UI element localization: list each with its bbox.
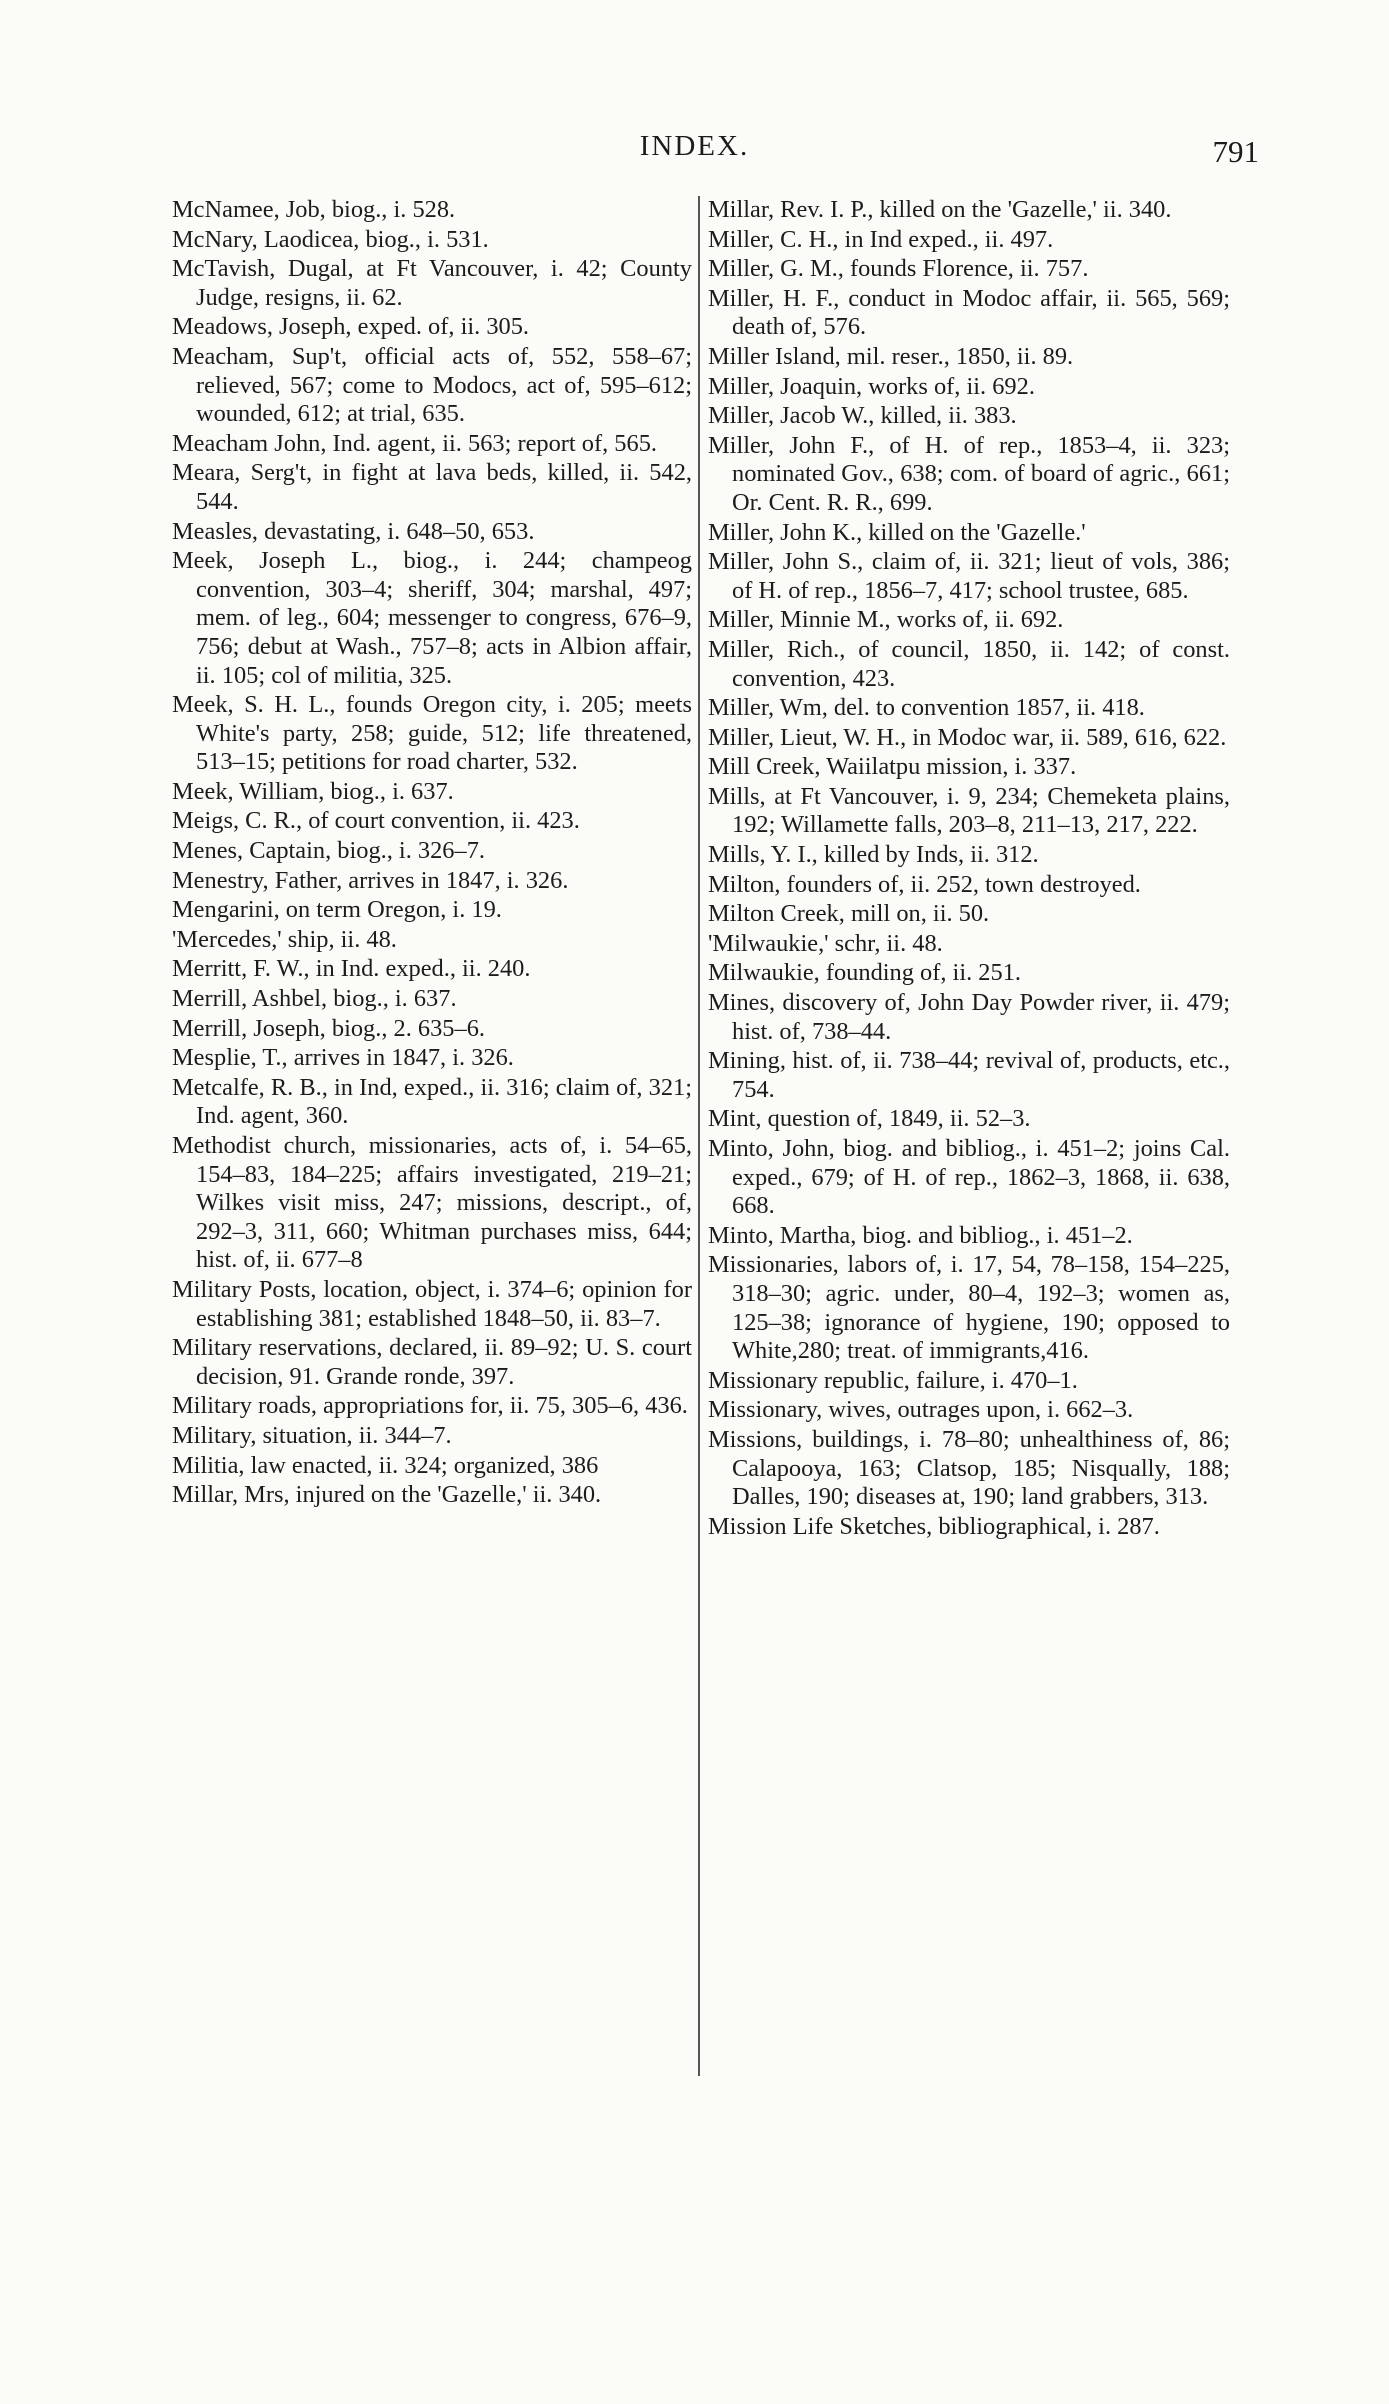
index-entry: Miller, Joaquin, works of, ii. 692. (708, 372, 1035, 400)
index-entry: Militia, law enacted, ii. 324; organized, 386 (172, 1451, 599, 1479)
index-entry: Mengarini, on term Oregon, i. 19. (172, 896, 502, 924)
index-entry: Mission Life Sketches, bibliographical, i. 287. (708, 1512, 1160, 1540)
index-entry: Metcalfe, R. B., in Ind, exped., ii. 316; claim of, 321; Ind. agent, 360. (172, 1073, 692, 1130)
index-entry: Missionary republic, failure, i. 470–1. (708, 1366, 1078, 1394)
index-entry: Meacham, Sup't, official acts of, 552, 558–67; relieved, 567; come to Modocs, act of, 595–612; wounded, 612; at trial, 635. (172, 342, 692, 428)
index-entry: Milwaukie, founding of, ii. 251. (708, 959, 1021, 987)
index-entry: Millar, Mrs, injured on the 'Gazelle,' ii. 340. (172, 1481, 602, 1509)
left-index-column (172, 196, 692, 1511)
index-entry: Millar, Rev. I. P., killed on the 'Gazelle,' ii. 340. (708, 196, 1172, 223)
index-entry: Miller, John F., of H. of rep., 1853–4, ii. 323; nominated Gov., 638; com. of board of agric., 661; Or. Cent. R. R., 699. (708, 431, 1230, 516)
index-entry: Milton Creek, mill on, ii. 50. (708, 900, 990, 928)
index-entry: Menestry, Father, arrives in 1847, i. 326. (172, 866, 569, 894)
index-entry: Mint, question of, 1849, ii. 52–3. (708, 1105, 1031, 1133)
index-entry: Meek, Joseph L., biog., i. 244; champeog convention, 303–4; sheriff, 304; marshal, 497; mem. of leg., 604; messenger to congress, 676–9, 756; debut at Wash., 757–8; acts in Albion affair, ii. 105; col of militia, 325. (172, 547, 692, 689)
index-entry: Mining, hist. of, ii. 738–44; revival of, products, etc., 754. (708, 1047, 1230, 1103)
column-divider (698, 196, 700, 2076)
index-entry: Mines, discovery of, John Day Powder river, ii. 479; hist. of, 738–44. (708, 989, 1230, 1045)
index-entry: Miller, C. H., in Ind exped., ii. 497. (708, 225, 1054, 253)
index-entry: Miller, Rich., of council, 1850, ii. 142; of const. convention, 423. (708, 635, 1230, 692)
index-entry: Methodist church, missionaries, acts of, i. 54–65, 154–83, 184–225; affairs investigated, 219–21; Wilkes visit miss, 247; missions, descript., of, 292–3, 311, 660; Whitman purchases miss, 644; hist. of, ii. 677–8 (172, 1132, 692, 1274)
page-number: 791 (1212, 134, 1259, 169)
index-entry: Minto, Martha, biog. and bibliog., i. 451–2. (708, 1221, 1133, 1249)
index-entry: McNary, Laodicea, biog., i. 531. (172, 225, 489, 253)
index-entry: Miller, H. F., conduct in Modoc affair, ii. 565, 569; death of, 576. (708, 284, 1230, 341)
index-entry: Military reservations, declared, ii. 89–92; U. S. court decision, 91. Grande ronde, 397. (172, 1334, 692, 1390)
index-entry: Merrill, Joseph, biog., 2. 635–6. (172, 1014, 485, 1042)
index-entry: 'Milwaukie,' schr, ii. 48. (708, 929, 943, 957)
index-entry: Missionaries, labors of, i. 17, 54, 78–158, 154–225, 318–30; agric. under, 80–4, 192–3; women as, 125–38; ignorance of hygiene, 190; opposed to White,280; treat. of immigrants,416. (708, 1251, 1230, 1365)
index-entry: Milton, founders of, ii. 252, town destroyed. (708, 870, 1141, 898)
index-entry: Merritt, F. W., in Ind. exped., ii. 240. (172, 955, 531, 983)
index-entry: Miller, Jacob W., killed, ii. 383. (708, 402, 1017, 430)
index-entry: Missions, buildings, i. 78–80; unhealthiness of, 86; Calapooya, 163; Clatsop, 185; Nisqually, 188; Dalles, 190; diseases at, 190; land grabbers, 313. (708, 1425, 1230, 1511)
index-entry: Menes, Captain, biog., i. 326–7. (172, 837, 485, 865)
page-header (0, 120, 1389, 180)
index-entry: Merrill, Ashbel, biog., i. 637. (172, 985, 457, 1013)
right-index-column (708, 196, 1230, 1542)
index-entry: Minto, John, biog. and bibliog., i. 451–2; joins Cal. exped., 679; of H. of rep., 1862–3, 1868, ii. 638, 668. (708, 1135, 1230, 1220)
index-entry: McTavish, Dugal, at Ft Vancouver, i. 42; County Judge, resigns, ii. 62. (172, 255, 692, 311)
index-entry: Miller, Minnie M., works of, ii. 692. (708, 606, 1064, 634)
index-entry: Miller, G. M., founds Florence, ii. 757. (708, 255, 1089, 283)
index-entry: Meacham John, Ind. agent, ii. 563; report of, 565. (172, 429, 657, 457)
index-entry: Meigs, C. R., of court convention, ii. 423. (172, 807, 580, 835)
index-entry: 'Mercedes,' ship, ii. 48. (172, 925, 397, 953)
index-entry: Meara, Serg't, in fight at lava beds, killed, ii. 542, 544. (172, 459, 692, 515)
index-entry: Military roads, appropriations for, ii. 75, 305–6, 436. (172, 1392, 688, 1420)
index-entry: Meek, S. H. L., founds Oregon city, i. 205; meets White's party, 258; guide, 512; life threatened, 513–15; petitions for road charter, 532. (172, 691, 692, 776)
index-entry: McNamee, Job, biog., i. 528. (172, 196, 456, 223)
index-entry: Mill Creek, Waiilatpu mission, i. 337. (708, 753, 1077, 781)
index-entry: Military, situation, ii. 344–7. (172, 1421, 452, 1449)
index-entry: Miller, Lieut, W. H., in Modoc war, ii. 589, 616, 622. (708, 723, 1227, 751)
index-entry: Miller, John K., killed on the 'Gazelle.' (708, 518, 1086, 546)
index-entry: Mills, Y. I., killed by Inds, ii. 312. (708, 841, 1039, 869)
running-title: INDEX. (639, 130, 750, 162)
index-entry: Measles, devastating, i. 648–50, 653. (172, 517, 535, 545)
index-entry: Mesplie, T., arrives in 1847, i. 326. (172, 1044, 514, 1072)
index-entry: Military Posts, location, object, i. 374–6; opinion for establishing 381; established 1848–50, ii. 83–7. (172, 1275, 692, 1332)
index-entry: Mills, at Ft Vancouver, i. 9, 234; Chemeketa plains, 192; Willamette falls, 203–8, 211–13, 217, 222. (708, 782, 1230, 839)
index-entry: Miller, Wm, del. to convention 1857, ii. 418. (708, 694, 1145, 722)
index-entry: Meadows, Joseph, exped. of, ii. 305. (172, 313, 529, 341)
index-entry: Missionary, wives, outrages upon, i. 662–3. (708, 1396, 1134, 1424)
index-entry: Meek, William, biog., i. 637. (172, 777, 454, 805)
index-entry: Miller, John S., claim of, ii. 321; lieut of vols, 386; of H. of rep., 1856–7, 417; school trustee, 685. (708, 548, 1230, 604)
index-entry: Miller Island, mil. reser., 1850, ii. 89. (708, 342, 1074, 370)
